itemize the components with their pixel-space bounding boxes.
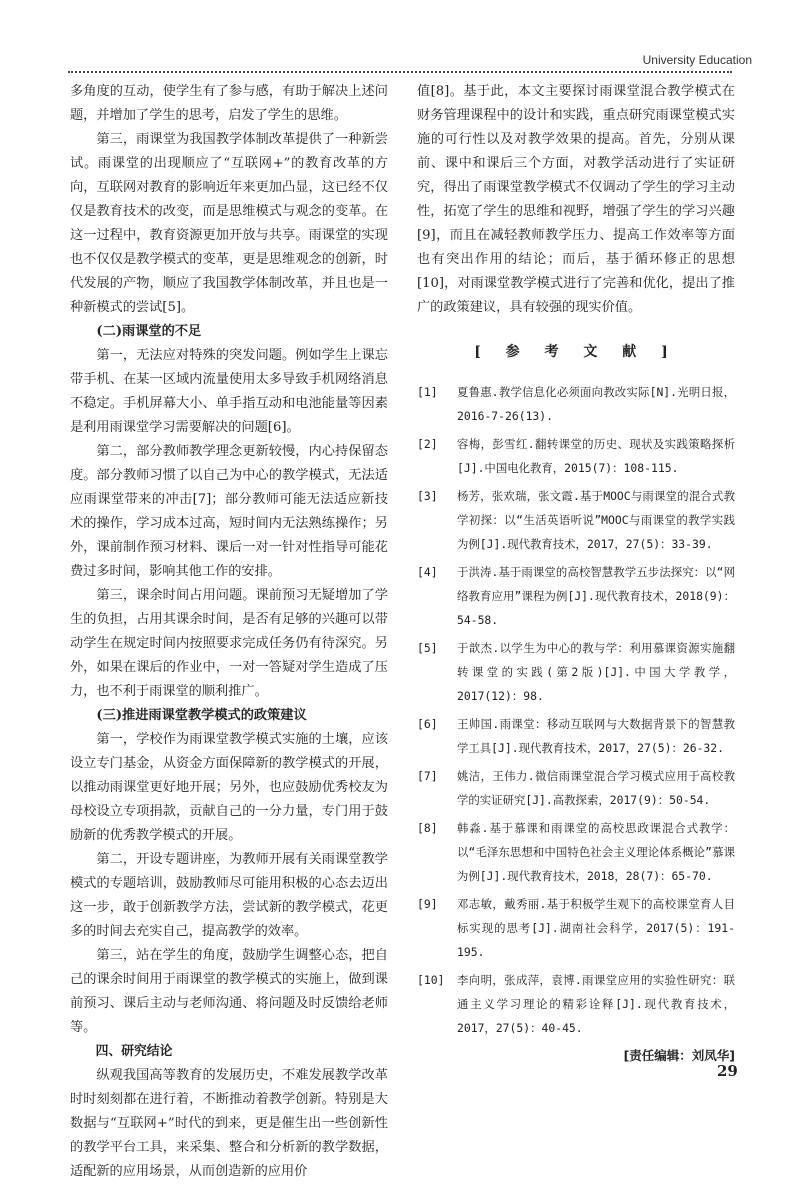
- reference-number: [1]: [417, 385, 438, 399]
- paragraph: 第二，开设专题讲座，为教师开展有关雨课堂教学模式的专题培训，鼓励教师尽可能用积极的心态去迈出这一步，敢于创新教学方法，尝试新的教学模式，花更多的时间去充实自己，提高教学的效率。: [70, 852, 388, 939]
- reference-item: [417, 560, 735, 632]
- reference-item: [417, 484, 735, 556]
- header-divider: [68, 71, 732, 73]
- reference-item: [417, 816, 735, 888]
- reference-text: 邓志敏，戴秀丽.基于积极学生观下的高校课堂育人目标实现的思考[J].湖南社会科学，2017(5)：191-195.: [457, 897, 735, 959]
- paragraph: 第三，课余时间占用问题。课前预习无疑增加了学生的负担，占用其课余时间，是否有足够的兴趣可以带动学生在规定时间内按照要求完成任务仍有待深究。另外，如果在课后的作业中，一对一答疑对学生造成了压力，也不利于雨课堂的顺利推广。: [70, 588, 388, 699]
- reference-text: 容梅，彭雪红.翻转课堂的历史、现状及实践策略探析[J].中国电化教育，2015(7)：108-115.: [457, 437, 735, 475]
- reference-item: [417, 380, 735, 428]
- reference-number: [5]: [417, 641, 438, 655]
- left-column: [70, 80, 388, 1184]
- reference-text: 于洪涛.基于雨课堂的高校智慧教学五步法探究：以“网络教育应用”课程为例[J].现代教育技术，2018(9)：54-58.: [457, 565, 735, 627]
- reference-number: [6]: [417, 717, 438, 731]
- reference-number: [3]: [417, 489, 438, 503]
- section-heading: (二)雨课堂的不足: [96, 324, 202, 339]
- reference-number: [2]: [417, 437, 438, 451]
- editor-credit: [责任编辑：刘凤华]: [623, 1048, 735, 1063]
- reference-text: 姚洁，王伟力.微信雨课堂混合学习模式应用于高校教学的实证研究[J].高教探索，2017(9)：50-54.: [457, 769, 735, 807]
- reference-number: [7]: [417, 769, 438, 783]
- section-heading: 四、研究结论: [95, 1044, 173, 1059]
- paragraph: 第一，学校作为雨课堂教学模式实施的土壤，应该设立专门基金，从资金方面保障新的教学模式的开展，以推动雨课堂更好地开展；另外，也应鼓励优秀校友为母校设立专项捐款，贡献自己的一分力量，专门用于鼓励新的优秀教学模式的开展。: [70, 732, 388, 843]
- reference-item: [417, 892, 735, 964]
- reference-number: [9]: [417, 897, 438, 911]
- paragraph: 第三，站在学生的角度，鼓励学生调整心态，把自己的课余时间用于雨课堂的教学模式的实施上，做到课前预习、课后主动与老师沟通、将问题及时反馈给老师等。: [70, 948, 388, 1035]
- reference-text: 夏鲁惠.教学信息化必须面向教改实际[N].光明日报，2016-7-26(13).: [457, 385, 735, 423]
- reference-text: 杨芳，张欢瑞，张文霞.基于MOOC与雨课堂的混合式教学初探：以“生活英语听说”MOOC与雨课堂的教学实践为例[J].现代教育技术，2017，27(5)：33-39.: [457, 489, 735, 551]
- reference-text: 王帅国.雨课堂：移动互联网与大数据背景下的智慧教学工具[J].现代教育技术，2017，27(5)：26-32.: [457, 717, 735, 755]
- reference-item: [417, 712, 735, 760]
- paragraph: 第三，雨课堂为我国教学体制改革提供了一种新尝试。雨课堂的出现顺应了“互联网+”的教育改革的方向，互联网对教育的影响近年来更加凸显，这已经不仅仅是教育技术的改变，而是思维模式与观念的变革。在这一过程中，教育资源更加开放与共享。雨课堂的实现也不仅仅是教学模式的变革，更是思维观念的创新，时代发展的产物，顺应了我国教学体制改革，并且也是一种新模式的尝试[5]。: [70, 132, 388, 315]
- paragraph: 第二，部分教师教学理念更新较慢，内心持保留态度。部分教师习惯了以自己为中心的教学模式，无法适应雨课堂带来的冲击[7]；部分教师可能无法适应新技术的操作，学习成本过高，短时间内无法熟练操作；另外，课前制作预习材料、课后一对一针对性指导可能花费过多时间，影响其他工作的安排。: [70, 444, 388, 579]
- reference-number: [4]: [417, 565, 438, 579]
- journal-header: University Education: [642, 53, 752, 67]
- paragraph: 多角度的互动，使学生有了参与感，有助于解决上述问题，并增加了学生的思考，启发了学生的思维。: [70, 84, 388, 123]
- section-heading: (三)推进雨课堂教学模式的政策建议: [96, 708, 307, 723]
- references-list: [417, 380, 735, 1040]
- reference-number: [10]: [417, 973, 445, 987]
- reference-text: 李向明，张成萍，袁博.雨课堂应用的实验性研究：联通主义学习理论的精彩诠释[J].现代教育技术，2017，27(5)：40-45.: [457, 973, 735, 1035]
- reference-item: [417, 636, 735, 708]
- reference-text: 韩淼.基于慕课和雨课堂的高校思政课混合式教学：以“毛泽东思想和中国特色社会主义理论体系概论”慕课为例[J].现代教育技术，2018，28(7)：65-70.: [457, 821, 735, 883]
- reference-item: [417, 968, 735, 1040]
- paragraph: 第一，无法应对特殊的突发问题。例如学生上课忘带手机、在某一区域内流量使用太多导致手机网络消息不稳定。手机屏幕大小、单手指互动和电池能量等因素是利用雨课堂学习需要解决的问题[6]。: [70, 348, 388, 435]
- reference-number: [8]: [417, 821, 438, 835]
- reference-text: 于歆杰.以学生为中心的教与学：利用慕课资源实施翻转课堂的实践(第2版)[J].中国大学教学，2017(12)：98.: [457, 641, 735, 703]
- references-title: [ 参 考 文 献 ]: [474, 344, 678, 360]
- reference-item: [417, 432, 735, 480]
- paragraph: 值[8]。基于此，本文主要探讨雨课堂混合教学模式在财务管理课程中的设计和实践，重点研究雨课堂模式实施的可行性以及对教学效果的提高。首先，分别从课前、课中和课后三个方面，对教学活动进行了实证研究，得出了雨课堂教学模式不仅调动了学生的学习主动性，拓宽了学生的思维和视野，增强了学生的学习兴趣[9]，而且在减轻教师教学压力、提高工作效率等方面也有突出作用的结论；而后，基于循环修正的思想[10]，对雨课堂教学模式进行了完善和优化，提出了推广的政策建议，具有较强的现实价值。: [417, 84, 735, 315]
- reference-item: [417, 764, 735, 812]
- page-number: 29: [717, 1062, 738, 1080]
- paragraph: 纵观我国高等教育的发展历史，不难发展教学改革时时刻刻都在进行着，不断推动着教学创新。特别是大数据与“互联网+”时代的到来，更是催生出一些创新性的教学平台工具，来采集、整合和分析新的教学数据，适配新的应用场景，从而创造新的应用价: [70, 1068, 388, 1179]
- right-column: [417, 80, 735, 1068]
